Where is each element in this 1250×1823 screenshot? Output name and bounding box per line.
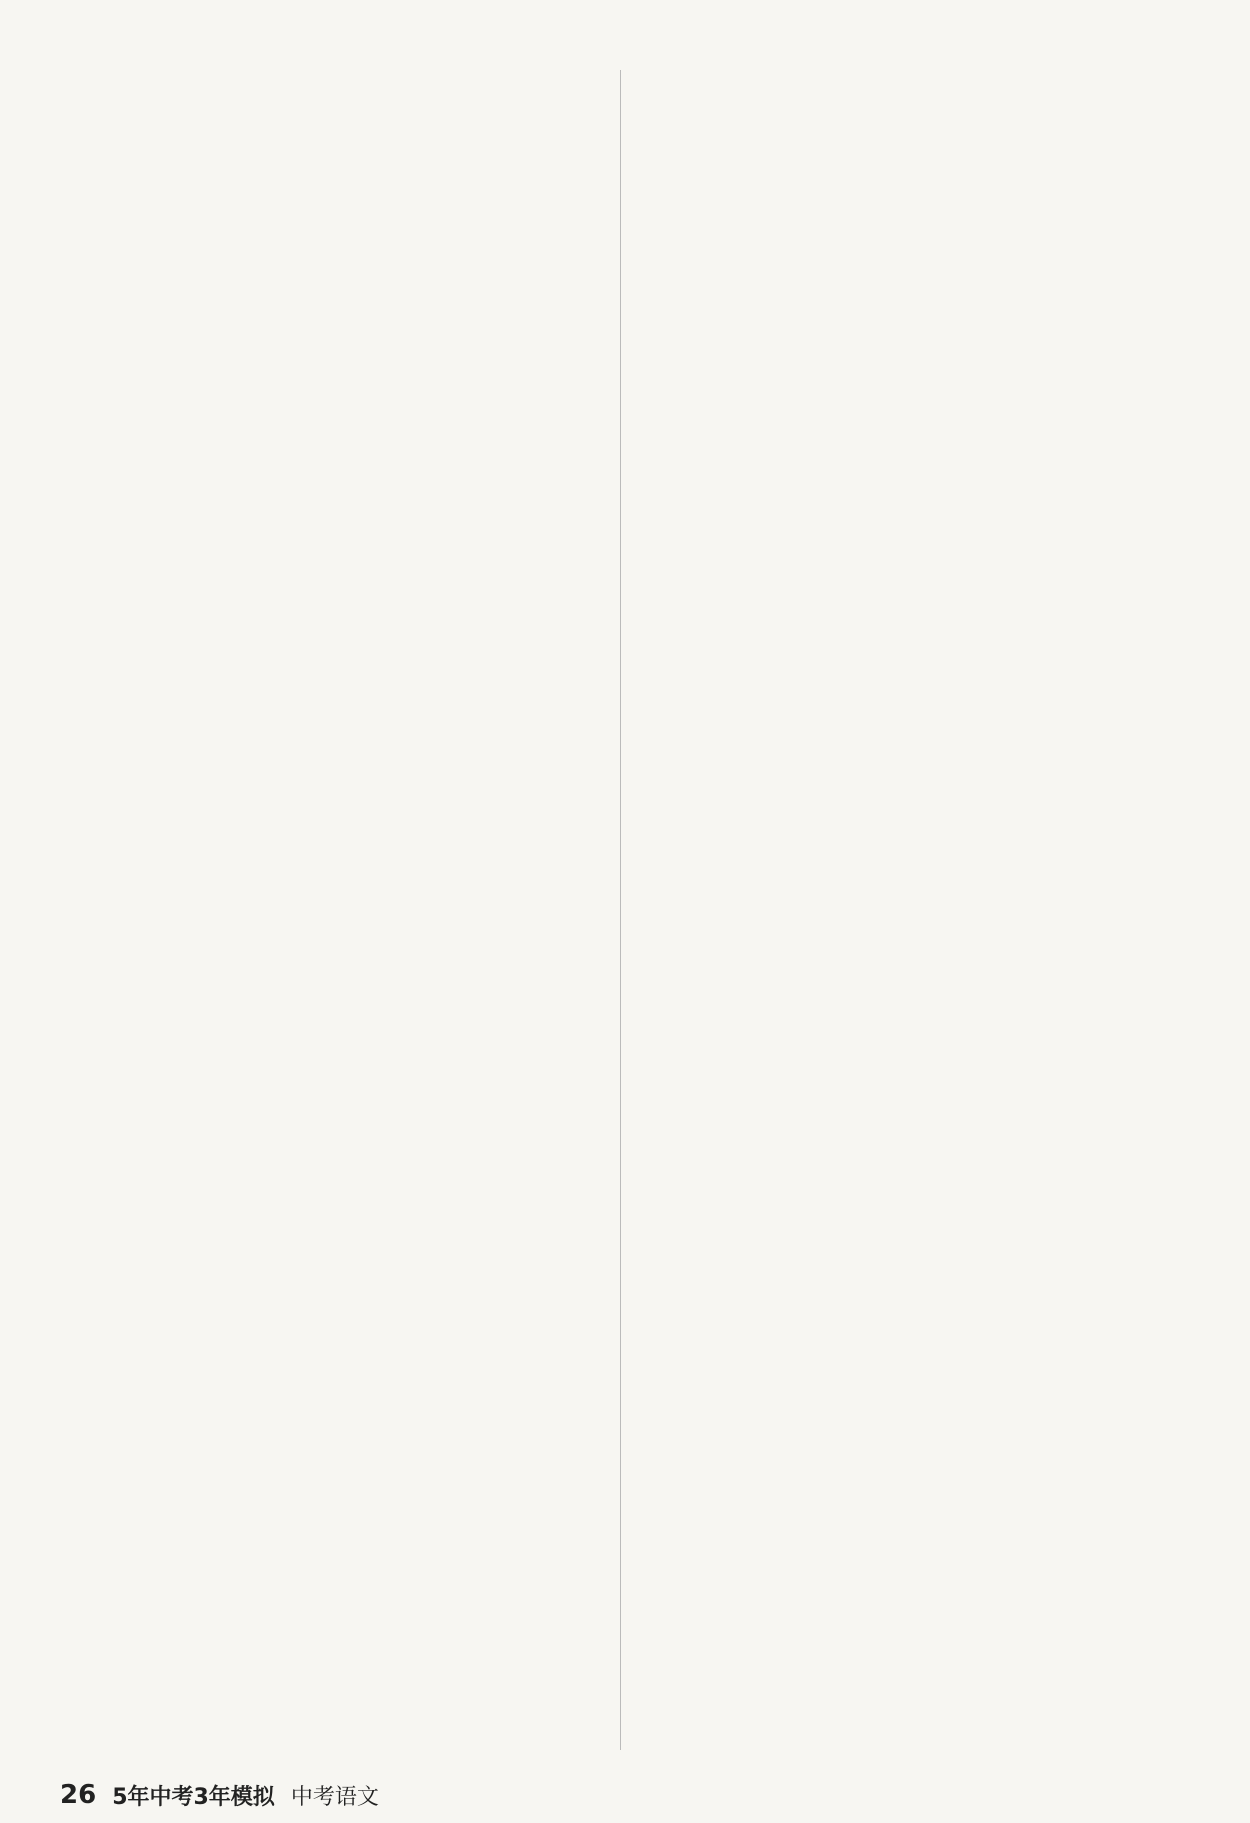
book-title: 5年中考3年模拟 bbox=[112, 1784, 275, 1810]
page-number: 26 bbox=[60, 1780, 97, 1810]
subject-label: 中考语文 bbox=[290, 1784, 379, 1810]
column-divider bbox=[620, 70, 621, 1750]
footer bbox=[60, 1775, 379, 1815]
